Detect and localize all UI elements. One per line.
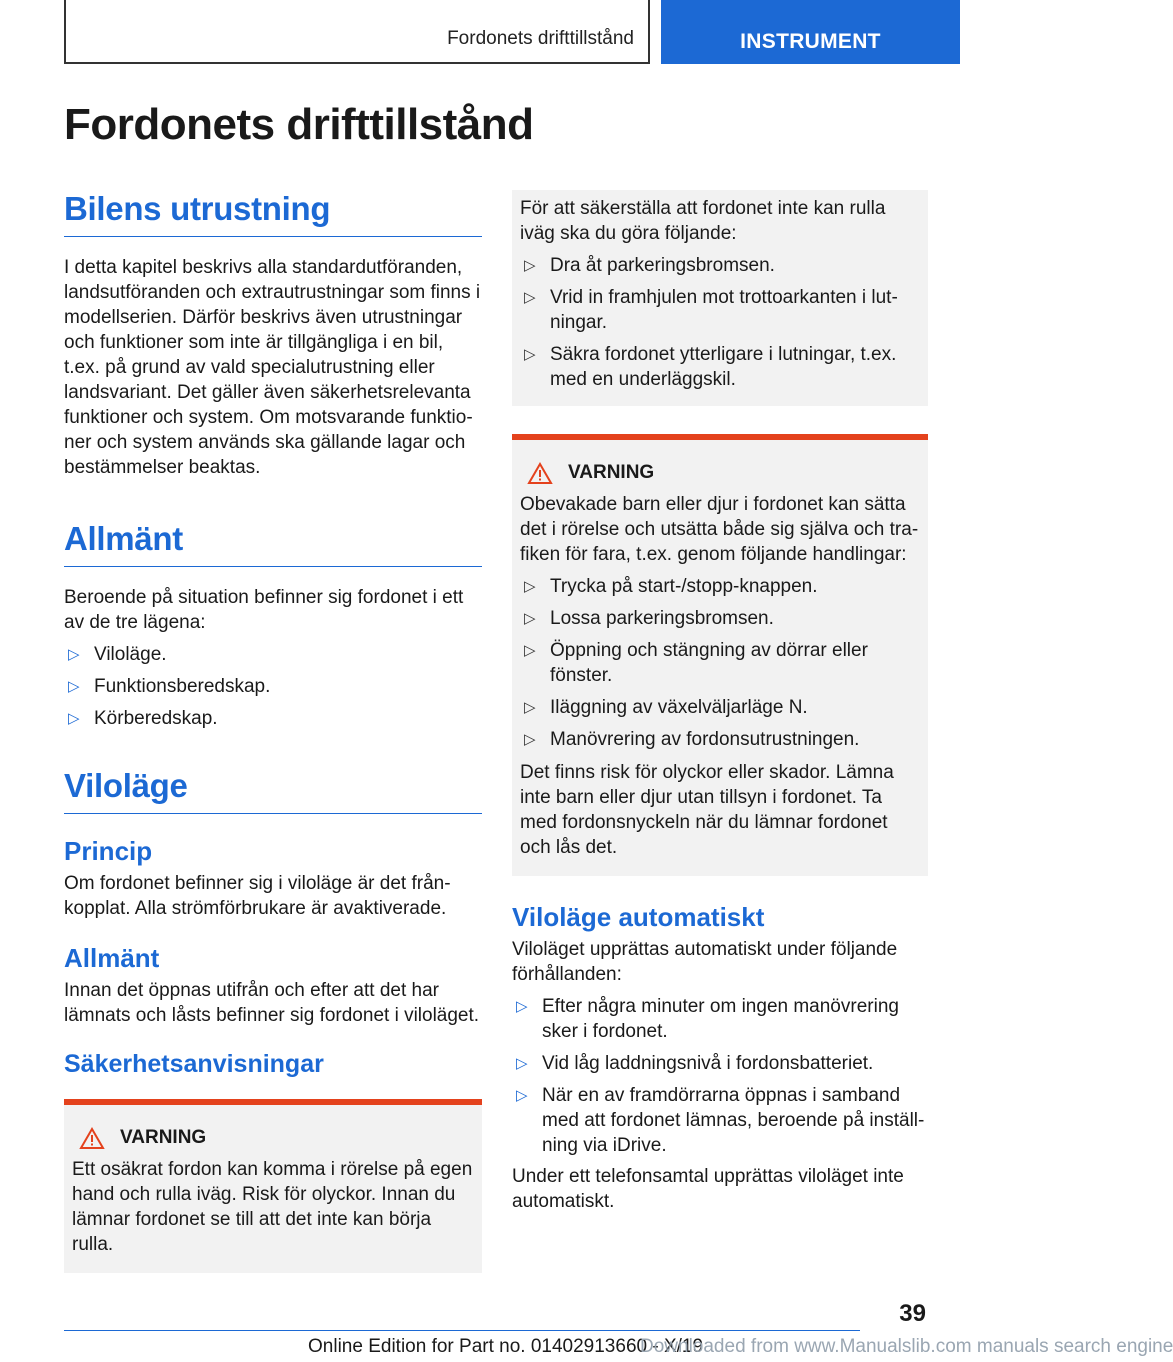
list-item: ▷ Dra åt parkeringsbromsen. [524,255,775,276]
list-item: ▷ När en av framdörrarna öppnas i samband med att fordonet lämnas, beroende på inställning via iDrive. [516,1085,925,1156]
triangle-bullet-icon: ▷ [524,699,536,716]
page-title: Fordonets drifttillstånd [64,100,534,149]
breadcrumb-box [64,0,650,64]
page-header [0,0,960,66]
triangle-bullet-icon: ▷ [524,257,536,274]
section-title-bilens-utrustning: Bilens utrustning [64,190,482,237]
paragraph-allmant: Beroende på situation befinner sig fordonet i ett av de tre lägena: [64,587,464,633]
chapter-tab[interactable]: INSTRUMENT [661,0,960,64]
subsection-title-allmant: Allmänt [64,943,160,973]
watermark [640,1336,1173,1358]
list-item: ▷ Vid låg laddningsnivå i fordonsbatteriet. [516,1053,874,1074]
breadcrumb: Fordonets drifttillstånd [447,28,634,49]
subsection-title-vilolage-automatiskt: Viloläge automatiskt [512,902,765,932]
triangle-bullet-icon: ▷ [516,1055,528,1072]
triangle-bullet-icon: ▷ [68,646,80,663]
warning-triangle-icon [528,463,552,484]
paragraph-bilens-utrustning: I detta kapitel beskrivs alla standardutföranden, landsutföranden och extrautrustningar som finns i modellserien. Därför beskrivs även utrustningar och funktioner som inte är tillgängliga i en bil, t.ex. på grund av vald specialutrustning eller landsvariant. Det gäller även säkerhetsrelevanta funktioner och system. Om motsvarande funktioner och system används ska gällande lagar och bestämmelser beaktas. [64,257,481,478]
list-item: ▷ Säkra fordonet ytterligare i lutningar, t.ex. med en underläggskil. [524,344,897,390]
triangle-bullet-icon: ▷ [68,710,80,727]
triangle-bullet-icon: ▷ [68,678,80,695]
info-box-text: För att säkerställa att fordonet inte kan rulla iväg ska du göra följande: [520,198,886,244]
warning-list [520,574,920,752]
subsection-title-princip: Princip [64,836,153,866]
watermark-text: Downloaded from www.Manualslib.com manuals search engine [640,1336,1173,1357]
warning-text: Ett osäkrat fordon kan komma i rörelse på egen hand och rulla iväg. Risk för olyckor. Innan du lämnar fordonet se till att det inte kan börja rulla. [72,1159,473,1255]
list-item: ▷ Funktionsberedskap. [68,676,271,697]
warning-heading: VARNING [72,1127,474,1149]
paragraph-princip: Om fordonet befinner sig i viloläge är det frånkopplat. Alla strömförbrukare är avaktiverade. [64,873,451,919]
warning-heading: VARNING [520,462,920,484]
list-item: ▷ Viloläge. [68,644,167,665]
paragraph-vilolage-allmant: Innan det öppnas utifrån och efter att det har lämnats och låsts befinner sig fordonet i viloläget. [64,980,480,1026]
triangle-bullet-icon: ▷ [524,578,536,595]
triangle-bullet-icon: ▷ [524,731,536,748]
list-auto-conditions [512,994,928,1158]
info-box-list [520,253,920,392]
triangle-bullet-icon: ▷ [524,289,536,306]
list-states [64,642,482,731]
left-column [64,190,482,1273]
list-item: ▷ Vrid in framhjulen mot trottoarkanten i lutningar. [524,287,898,333]
paragraph-vilolage-automatiskt: Viloläget upprättas automatiskt under följande förhållanden: [512,939,898,985]
triangle-bullet-icon: ▷ [516,998,528,1015]
list-item: ▷ Efter några minuter om ingen manövrering sker i fordonet. [516,996,899,1042]
warning-triangle-icon [80,1128,104,1149]
section-title-vilolage: Viloläge [64,767,482,814]
warning-box [512,434,928,876]
section-title-allmant: Allmänt [64,520,482,567]
warning-box [64,1099,482,1273]
page-number: 39 [899,1300,926,1327]
right-column [512,190,928,1214]
paragraph-phone-call: Under ett telefonsamtal upprättas viloläget inte automatiskt. [512,1166,904,1212]
edition-text: Online Edition for Part no. 01402913660 - X/19 [308,1336,704,1357]
info-box [512,190,928,406]
triangle-bullet-icon: ▷ [524,642,536,659]
warning-text: Obevakade barn eller djur i fordonet kan sätta det i rörelse och utsätta både sig själva och trafiken för fara, t.ex. genom följande handlingar: [520,494,919,565]
list-item: ▷ Öppning och stängning av dörrar eller fönster. [524,640,868,686]
warning-text-conclusion: Det finns risk för olyckor eller skador. Lämna inte barn eller djur utan tillsyn i fordonet. Ta med fordonsnyckeln när du lämnar fordonet och lås det. [520,762,894,858]
list-item: ▷ Iläggning av växelväljarläge N. [524,697,808,718]
footer-divider [64,1330,860,1331]
triangle-bullet-icon: ▷ [524,610,536,627]
list-item: ▷ Körberedskap. [68,708,218,729]
subsection-title-sakerhetsanvisningar: Säkerhetsanvisningar [64,1050,324,1078]
triangle-bullet-icon: ▷ [524,346,536,363]
list-item: ▷ Trycka på start-/stopp-knappen. [524,576,818,597]
list-item: ▷ Manövrering av fordonsutrustningen. [524,729,860,750]
list-item: ▷ Lossa parkeringsbromsen. [524,608,774,629]
triangle-bullet-icon: ▷ [516,1087,528,1104]
